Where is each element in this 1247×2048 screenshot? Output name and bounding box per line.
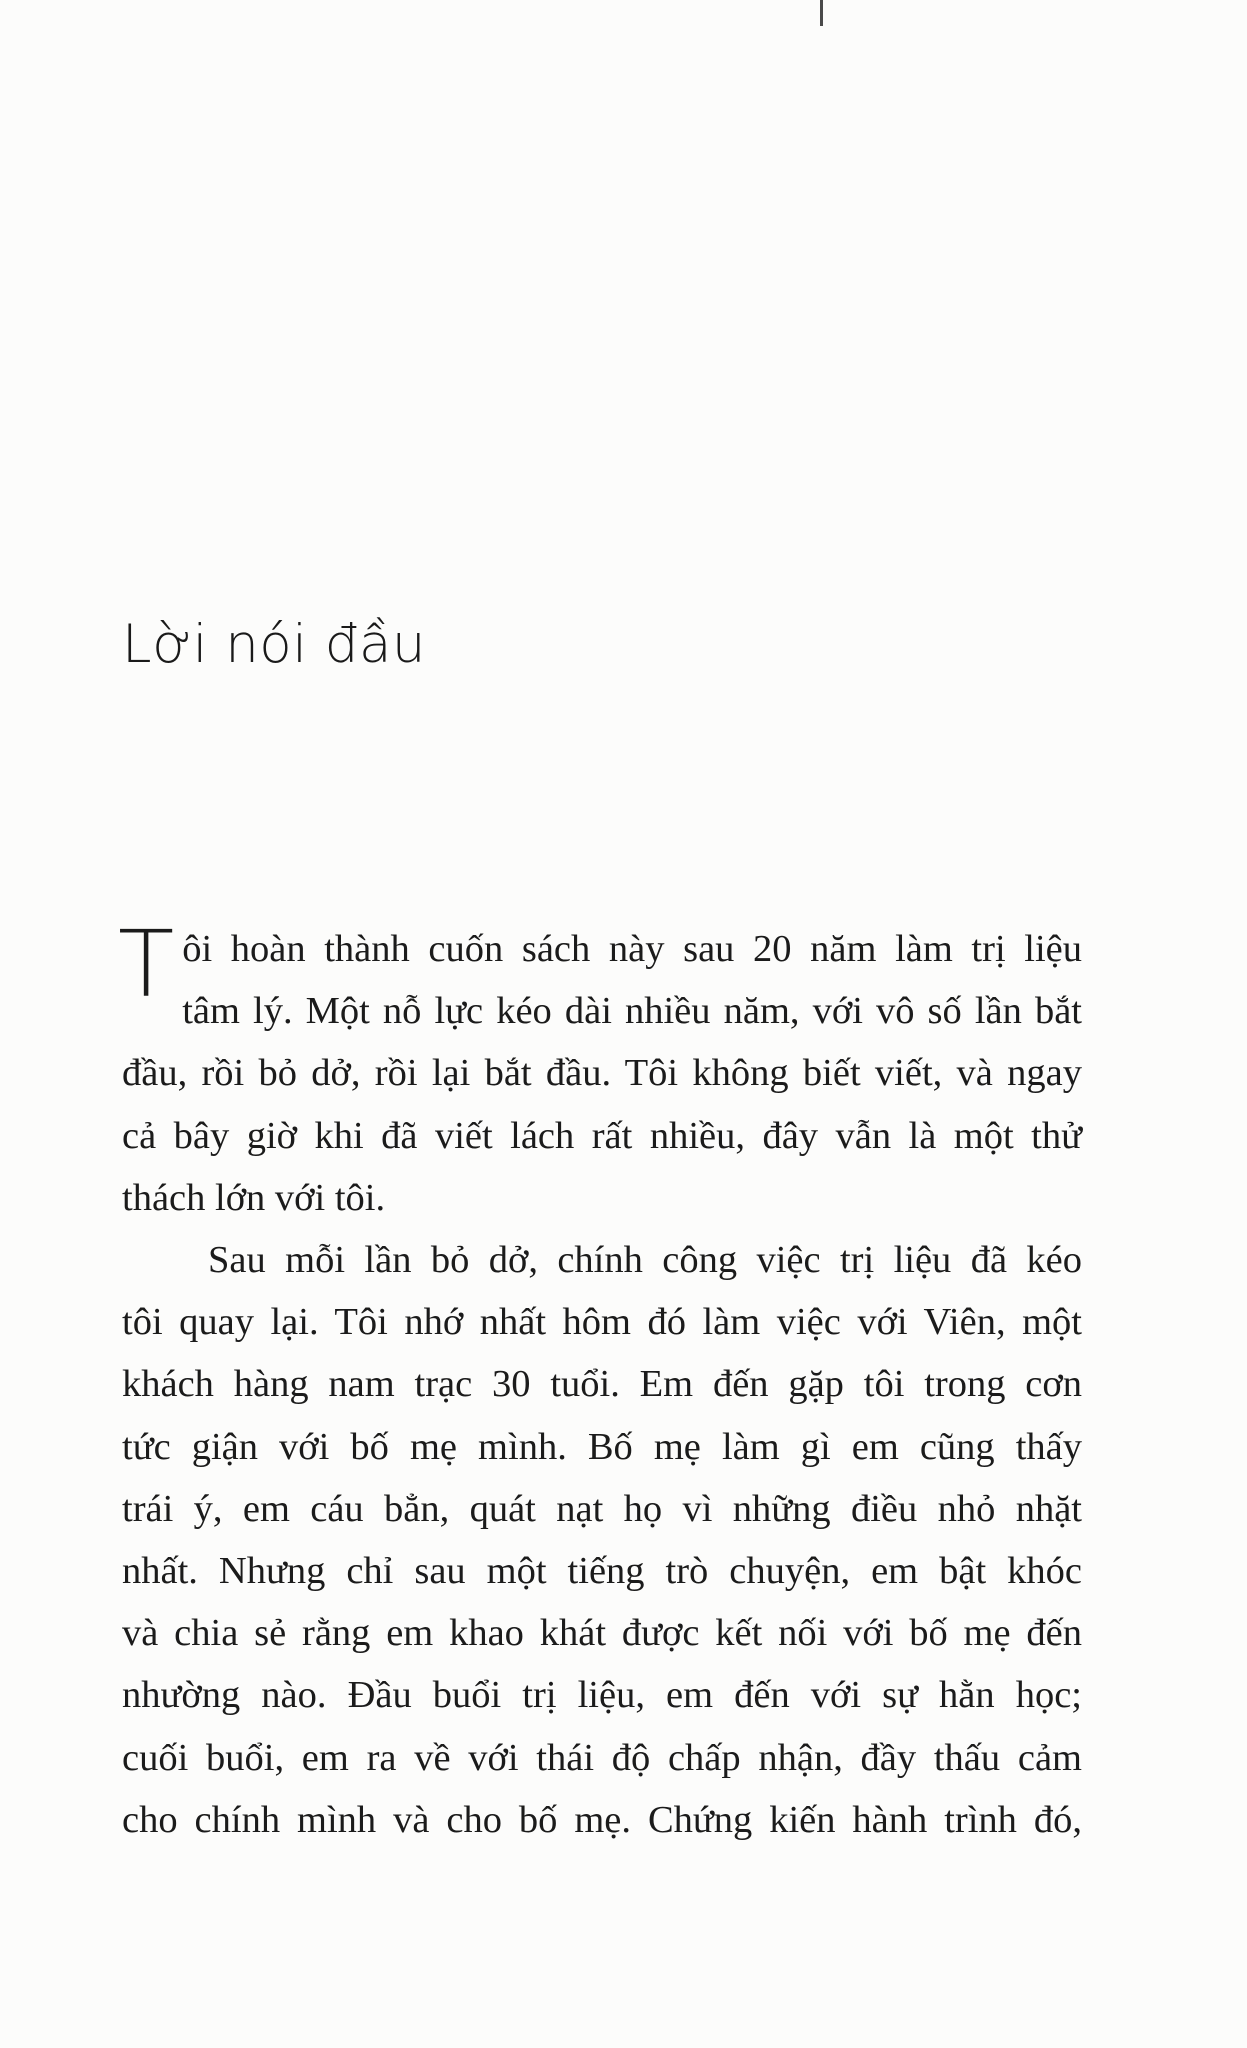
paragraph-2-line: Sau mỗi lần bỏ dở, chính công việc trị liệu đã kéo	[208, 1239, 1082, 1282]
paragraph-2-line: tức giận với bố mẹ mình. Bố mẹ làm gì em cũng thấy	[122, 1425, 1082, 1468]
paragraph-2-line: nhường nào. Đầu buổi trị liệu, em đến với sự hằn học;	[122, 1674, 1082, 1717]
paragraph-2-line: trái ý, em cáu bẳn, quát nạt họ vì những điều nhỏ nhặt	[122, 1487, 1082, 1530]
paragraph-2-line: khách hàng nam trạc 30 tuổi. Em đến gặp tôi trong cơn	[122, 1363, 1082, 1406]
paragraph-1-line: tâm lý. Một nỗ lực kéo dài nhiều năm, với vô số lần bắt	[182, 990, 1082, 1033]
paragraph-1	[118, 911, 1082, 1229]
paragraph-2-line: cho chính mình và cho bố mẹ. Chứng kiến hành trình đó,	[122, 1798, 1082, 1841]
paragraph-1-line: thách lớn với tôi.	[122, 1176, 386, 1219]
paragraph-1-line: cả bây giờ khi đã viết lách rất nhiều, đây vẫn là một thử	[122, 1114, 1082, 1157]
paragraph-2-line: và chia sẻ rằng em khao khát được kết nối với bố mẹ đến	[122, 1612, 1082, 1655]
page-edge-mark	[820, 0, 823, 26]
paragraph-1-line: đầu, rồi bỏ dở, rồi lại bắt đầu. Tôi không biết viết, và ngay	[122, 1052, 1082, 1095]
paragraph-2-line: tôi quay lại. Tôi nhớ nhất hôm đó làm việc với Viên, một	[122, 1301, 1082, 1344]
paragraph-2	[122, 1229, 1082, 1851]
body-text	[118, 911, 1082, 1851]
paragraph-1-line: ôi hoàn thành cuốn sách này sau 20 năm làm trị liệu	[182, 928, 1082, 970]
paragraph-2-line: cuối buổi, em ra về với thái độ chấp nhận, đầy thấu cảm	[122, 1736, 1082, 1779]
drop-cap: T	[118, 911, 175, 1018]
chapter-heading: Lời nói đầu	[122, 614, 427, 675]
paragraph-2-line: nhất. Nhưng chỉ sau một tiếng trò chuyện, em bật khóc	[122, 1550, 1082, 1593]
